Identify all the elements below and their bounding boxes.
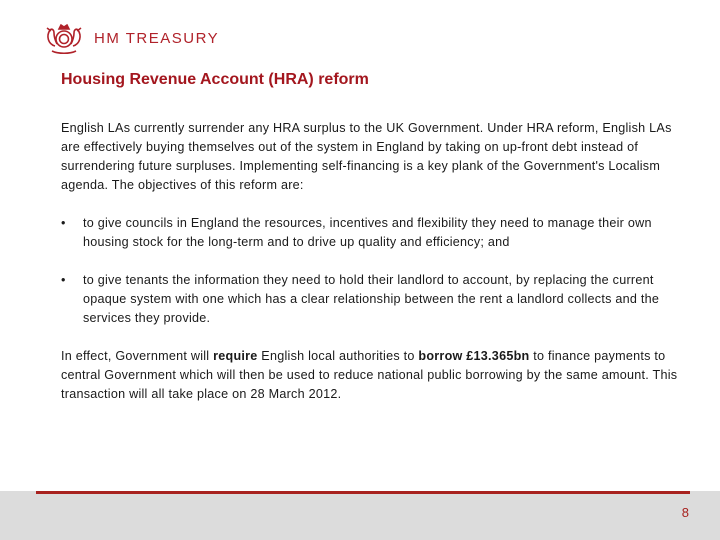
list-item (61, 271, 691, 328)
intro-paragraph: English LAs currently surrender any HRA surplus to the UK Government. Under HRA reform, English LAs are effectively buying themselves out of the system in England by taking on up-front debt instead of surrendering future surpluses. Implementing self-financing is a key plank of the Government's Localism agenda. The objectives of this reform are: (61, 121, 672, 192)
footer-band (0, 491, 720, 540)
slide-body (61, 119, 691, 404)
conclusion-text: In effect, Government will (61, 349, 214, 363)
bullet-icon: • (61, 216, 66, 230)
list-item-text: to give tenants the information they need to hold their landlord to account, by replacing the current opaque system with one which has a clear relationship between the rent a landlord collects and the services they provide. (83, 273, 660, 325)
list-item-text: to give councils in England the resources, incentives and flexibility they need to manage their own housing stock for the long-term and to drive up quality and efficiency; and (83, 216, 652, 249)
list-item (61, 214, 691, 252)
bullet-icon: • (61, 273, 66, 287)
page-number: 8 (681, 505, 689, 520)
hm-treasury-logo (42, 20, 219, 56)
conclusion-emphasis: borrow £13.365bn (418, 349, 530, 363)
conclusion-paragraph (61, 347, 691, 404)
footer-divider (36, 491, 690, 494)
slide-title: Housing Revenue Account (HRA) reform (61, 71, 369, 88)
objectives-list (61, 214, 691, 328)
conclusion-text: English local authorities to (257, 349, 419, 363)
conclusion-emphasis: require (213, 349, 258, 363)
org-name: HM TREASURY (94, 29, 220, 47)
conclusion-text: to finance payments to central Government which will then be used to reduce national public borrowing by the same amount. This transaction will all take place on 28 March 2012. (61, 349, 678, 401)
royal-crest-icon (42, 20, 86, 56)
